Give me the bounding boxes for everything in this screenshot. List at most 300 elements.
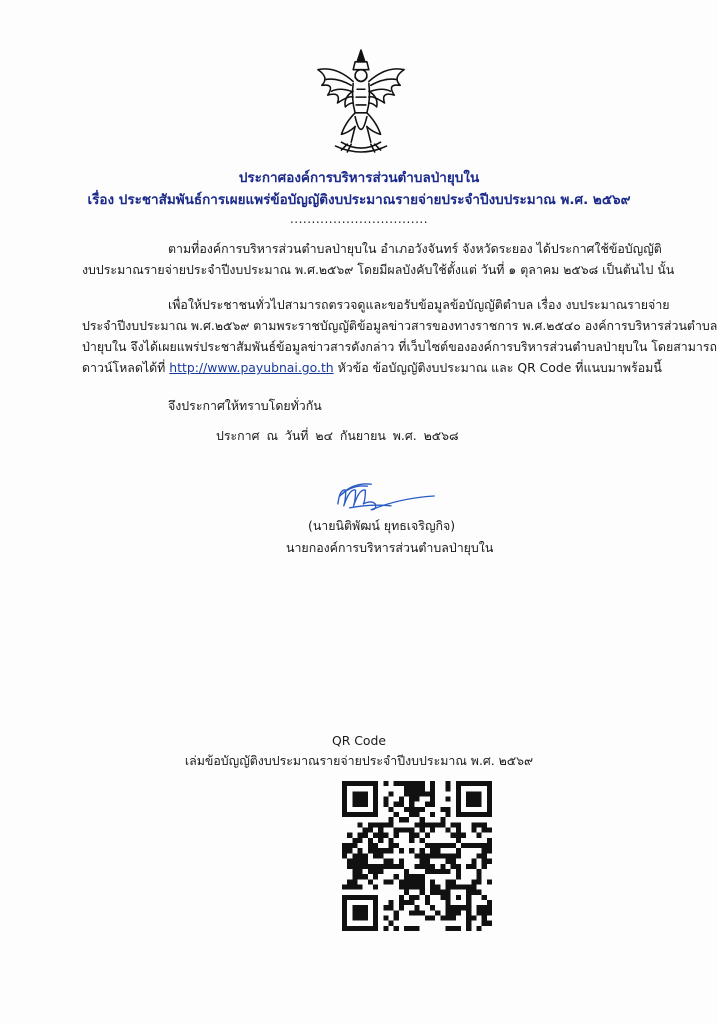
qr-module — [373, 884, 378, 889]
qr-module — [414, 879, 419, 884]
qr-module — [358, 853, 363, 858]
qr-module — [368, 879, 373, 884]
qr-module — [435, 890, 440, 895]
qr-module — [404, 786, 409, 791]
qr-module — [352, 802, 357, 807]
qr-module — [430, 884, 435, 889]
qr-module — [383, 848, 388, 853]
qr-module — [352, 781, 357, 786]
qr-module — [420, 786, 425, 791]
qr-module — [389, 900, 394, 905]
qr-module — [445, 879, 450, 884]
qr-module — [487, 786, 492, 791]
qr-module — [358, 926, 363, 931]
qr-module — [440, 853, 445, 858]
qr-module — [456, 884, 461, 889]
qr-module — [373, 812, 378, 817]
qr-module — [451, 910, 456, 915]
qr-module — [420, 817, 425, 822]
qr-module — [430, 853, 435, 858]
qr-module — [440, 822, 445, 827]
qr-module — [409, 884, 414, 889]
qr-module — [435, 910, 440, 915]
qr-module — [409, 802, 414, 807]
qr-module — [414, 895, 419, 900]
qr-module — [404, 869, 409, 874]
qr-module — [476, 833, 481, 838]
qr-module — [342, 843, 347, 848]
qr-module — [482, 910, 487, 915]
qr-module — [394, 910, 399, 915]
qr-module — [430, 848, 435, 853]
qr-module — [389, 822, 394, 827]
qr-module — [363, 828, 368, 833]
qr-module — [430, 781, 435, 786]
qr-module — [435, 853, 440, 858]
qr-module — [394, 926, 399, 931]
qr-module — [352, 812, 357, 817]
qr-module — [352, 843, 357, 848]
qr-module — [368, 838, 373, 843]
qr-module — [487, 843, 492, 848]
qr-module — [373, 864, 378, 869]
qr-module — [456, 895, 461, 900]
qr-module — [363, 791, 368, 796]
qr-module — [358, 781, 363, 786]
qr-module — [476, 890, 481, 895]
qr-module — [414, 797, 419, 802]
qr-module — [420, 848, 425, 853]
qr-module — [394, 915, 399, 920]
qr-module — [363, 874, 368, 879]
qr-module — [383, 822, 388, 827]
qr-module — [420, 838, 425, 843]
qr-module — [378, 869, 383, 874]
qr-module — [414, 786, 419, 791]
qr-module — [482, 822, 487, 827]
qr-module — [414, 905, 419, 910]
qr-module — [435, 848, 440, 853]
qr-module — [368, 781, 373, 786]
qr-module — [373, 910, 378, 915]
qr-module — [456, 802, 461, 807]
qr-module — [420, 822, 425, 827]
qr-module — [445, 926, 450, 931]
qr-module — [373, 781, 378, 786]
qr-module — [404, 879, 409, 884]
qr-module — [399, 884, 404, 889]
qr-module — [456, 807, 461, 812]
qr-module — [471, 797, 476, 802]
qr-module — [456, 828, 461, 833]
qr-module — [487, 879, 492, 884]
qr-module — [394, 802, 399, 807]
qr-module — [404, 828, 409, 833]
signature-icon — [332, 474, 440, 518]
qr-module — [487, 921, 492, 926]
qr-module — [368, 822, 373, 827]
qr-module — [363, 812, 368, 817]
qr-module — [378, 833, 383, 838]
download-prefix: ดาวน์โหลดได้ที่ — [82, 360, 170, 375]
qr-module — [430, 864, 435, 869]
qr-module — [430, 869, 435, 874]
signer-name: (นายนิติพัฒน์ ยุทธเจริญกิจ) — [308, 518, 456, 533]
qr-module — [420, 807, 425, 812]
qr-module — [409, 895, 414, 900]
qr-module — [342, 797, 347, 802]
qr-module — [404, 890, 409, 895]
qr-module — [430, 890, 435, 895]
qr-module — [352, 797, 357, 802]
qr-module — [394, 828, 399, 833]
qr-module — [389, 807, 394, 812]
qr-module — [445, 859, 450, 864]
qr-module — [466, 926, 471, 931]
qr-module — [471, 828, 476, 833]
qr-module — [358, 864, 363, 869]
qr-module — [466, 890, 471, 895]
qr-module — [466, 910, 471, 915]
qr-module — [352, 895, 357, 900]
qr-module — [389, 864, 394, 869]
qr-module — [466, 895, 471, 900]
qr-module — [456, 869, 461, 874]
qr-module — [358, 915, 363, 920]
qr-module — [435, 843, 440, 848]
qr-module — [466, 781, 471, 786]
qr-module — [399, 900, 404, 905]
qr-module — [487, 828, 492, 833]
qr-module — [347, 781, 352, 786]
qr-module — [363, 895, 368, 900]
qr-module — [440, 843, 445, 848]
qr-module — [352, 910, 357, 915]
qr-module — [445, 812, 450, 817]
qr-module — [476, 781, 481, 786]
website-link[interactable]: http://www.payubnai.go.th — [169, 360, 334, 375]
qr-module — [440, 895, 445, 900]
qr-code-icon[interactable] — [340, 781, 494, 931]
qr-module — [399, 864, 404, 869]
qr-module — [466, 791, 471, 796]
qr-module — [471, 791, 476, 796]
qr-module — [430, 797, 435, 802]
qr-module — [373, 848, 378, 853]
qr-module — [476, 791, 481, 796]
qr-module — [378, 838, 383, 843]
qr-module — [342, 910, 347, 915]
qr-module — [471, 859, 476, 864]
qr-module — [466, 921, 471, 926]
qr-module — [342, 802, 347, 807]
qr-module — [368, 848, 373, 853]
qr-module — [476, 853, 481, 858]
qr-module — [466, 812, 471, 817]
qr-module — [394, 812, 399, 817]
qr-module — [456, 833, 461, 838]
qr-module — [445, 905, 450, 910]
qr-module — [482, 895, 487, 900]
qr-module — [347, 926, 352, 931]
qr-module — [482, 859, 487, 864]
qr-module — [451, 864, 456, 869]
qr-module — [466, 864, 471, 869]
paragraph-2-line-2: ประจำปีงบประมาณ พ.ศ.๒๕๖๙ ตามพระราชบัญญัติข้อมูลข่าวสารของทางราชการ พ.ศ.๒๕๔๐ องค์การบริหารส่วนตำบล — [82, 318, 718, 333]
qr-module — [471, 802, 476, 807]
qr-label: QR Code — [331, 733, 387, 748]
qr-module — [378, 828, 383, 833]
qr-module — [466, 797, 471, 802]
qr-module — [342, 853, 347, 858]
qr-module — [389, 921, 394, 926]
qr-module — [414, 864, 419, 869]
qr-module — [347, 833, 352, 838]
qr-module — [430, 843, 435, 848]
paragraph-2-line-4 — [82, 357, 662, 378]
qr-module — [358, 874, 363, 879]
qr-module — [425, 859, 430, 864]
qr-module — [352, 859, 357, 864]
qr-module — [487, 900, 492, 905]
qr-module — [425, 843, 430, 848]
qr-module — [347, 843, 352, 848]
qr-module — [358, 797, 363, 802]
qr-module — [373, 853, 378, 858]
qr-module — [476, 879, 481, 884]
qr-module — [383, 859, 388, 864]
qr-module — [373, 802, 378, 807]
qr-module — [404, 926, 409, 931]
qr-module — [342, 884, 347, 889]
qr-module — [373, 874, 378, 879]
qr-module — [430, 802, 435, 807]
qr-module — [342, 900, 347, 905]
qr-module — [352, 864, 357, 869]
qr-module — [425, 864, 430, 869]
qr-module — [399, 817, 404, 822]
qr-module — [373, 905, 378, 910]
qr-module — [466, 900, 471, 905]
qr-module — [368, 869, 373, 874]
qr-module — [425, 833, 430, 838]
qr-module — [399, 802, 404, 807]
qr-module — [347, 859, 352, 864]
qr-module — [425, 869, 430, 874]
qr-module — [430, 905, 435, 910]
qr-module — [389, 838, 394, 843]
qr-module — [420, 864, 425, 869]
qr-module — [389, 879, 394, 884]
qr-module — [487, 791, 492, 796]
qr-module — [368, 828, 373, 833]
qr-module — [378, 853, 383, 858]
qr-module — [352, 853, 357, 858]
qr-module — [342, 807, 347, 812]
qr-module — [389, 848, 394, 853]
qr-module — [440, 864, 445, 869]
qr-module — [461, 812, 466, 817]
qr-module — [456, 781, 461, 786]
qr-module — [363, 910, 368, 915]
qr-module — [456, 791, 461, 796]
qr-module — [440, 915, 445, 920]
qr-module — [420, 859, 425, 864]
qr-module — [451, 822, 456, 827]
qr-module — [482, 853, 487, 858]
qr-module — [471, 781, 476, 786]
qr-module — [471, 915, 476, 920]
qr-module — [420, 874, 425, 879]
qr-module — [358, 910, 363, 915]
qr-module — [383, 802, 388, 807]
qr-module — [482, 905, 487, 910]
qr-module — [399, 859, 404, 864]
qr-module — [445, 807, 450, 812]
qr-module — [342, 895, 347, 900]
qr-module — [373, 791, 378, 796]
qr-module — [445, 869, 450, 874]
qr-module — [409, 797, 414, 802]
qr-module — [404, 807, 409, 812]
qr-module — [476, 812, 481, 817]
qr-module — [466, 843, 471, 848]
qr-module — [476, 874, 481, 879]
qr-module — [358, 905, 363, 910]
qr-module — [352, 869, 357, 874]
qr-module — [482, 848, 487, 853]
qr-module — [363, 802, 368, 807]
qr-module — [487, 797, 492, 802]
qr-module — [389, 817, 394, 822]
qr-module — [461, 781, 466, 786]
qr-module — [430, 879, 435, 884]
qr-module — [487, 905, 492, 910]
announcement-title — [0, 168, 718, 226]
qr-caption: เล่มข้อบัญญัติงบประมาณรายจ่ายประจำปีงบประมาณ พ.ศ. ๒๕๖๙ — [184, 753, 534, 768]
qr-module — [342, 812, 347, 817]
qr-module — [399, 781, 404, 786]
qr-module — [451, 859, 456, 864]
qr-module — [476, 822, 481, 827]
qr-module — [451, 833, 456, 838]
qr-module — [352, 884, 357, 889]
paragraph-1 — [82, 238, 675, 280]
qr-module — [389, 843, 394, 848]
qr-module — [352, 879, 357, 884]
qr-module — [482, 843, 487, 848]
qr-module — [399, 828, 404, 833]
qr-module — [482, 915, 487, 920]
qr-module — [358, 884, 363, 889]
qr-module — [409, 786, 414, 791]
qr-module — [414, 884, 419, 889]
qr-module — [425, 915, 430, 920]
qr-module — [456, 797, 461, 802]
qr-module — [342, 786, 347, 791]
qr-module — [389, 859, 394, 864]
qr-module — [373, 921, 378, 926]
qr-module — [358, 833, 363, 838]
qr-module — [487, 781, 492, 786]
qr-module — [445, 781, 450, 786]
paragraph-2-line-1: เพื่อให้ประชาชนทั่วไปสามารถตรวจดูและขอรับข้อมูลข้อบัญญัติตำบล เรื่อง งบประมาณรายจ่าย — [168, 297, 670, 312]
qr-module — [430, 786, 435, 791]
qr-module — [445, 884, 450, 889]
qr-module — [482, 921, 487, 926]
qr-module — [445, 853, 450, 858]
qr-module — [358, 848, 363, 853]
qr-module — [461, 884, 466, 889]
qr-module — [456, 786, 461, 791]
qr-module — [409, 926, 414, 931]
qr-module — [476, 926, 481, 931]
qr-module — [342, 781, 347, 786]
qr-module — [420, 890, 425, 895]
qr-module — [373, 915, 378, 920]
qr-module — [471, 884, 476, 889]
qr-module — [358, 895, 363, 900]
qr-module — [487, 910, 492, 915]
qr-module — [456, 864, 461, 869]
qr-module — [487, 802, 492, 807]
qr-module — [451, 926, 456, 931]
qr-module — [404, 900, 409, 905]
qr-module — [456, 910, 461, 915]
qr-module — [373, 807, 378, 812]
qr-module — [425, 895, 430, 900]
qr-module — [414, 791, 419, 796]
qr-module — [409, 781, 414, 786]
qr-module — [476, 869, 481, 874]
qr-module — [461, 905, 466, 910]
qr-module — [342, 905, 347, 910]
qr-module — [383, 905, 388, 910]
qr-module — [425, 822, 430, 827]
qr-module — [476, 905, 481, 910]
qr-module — [373, 786, 378, 791]
qr-module — [425, 853, 430, 858]
qr-module — [466, 915, 471, 920]
qr-module — [414, 833, 419, 838]
qr-module — [404, 884, 409, 889]
qr-module — [420, 828, 425, 833]
qr-module — [440, 817, 445, 822]
qr-module — [363, 926, 368, 931]
qr-module — [347, 884, 352, 889]
paragraph-2-line-3: ป่ายุบใน จึงได้เผยแพร่ประชาสัมพันธ์ข้อมูลข่าวสารดังกล่าว ที่เว็บไซต์ขององค์การบริหารส่วนตำบลป่ายุบใน โดยสามารถ — [82, 339, 718, 354]
closing-statement: จึงประกาศให้ทราบโดยทั่วกัน — [168, 398, 322, 413]
qr-module — [383, 781, 388, 786]
qr-module — [378, 848, 383, 853]
qr-module — [445, 910, 450, 915]
qr-module — [451, 843, 456, 848]
qr-module — [394, 833, 399, 838]
qr-module — [347, 895, 352, 900]
qr-module — [456, 848, 461, 853]
qr-module — [487, 807, 492, 812]
qr-module — [342, 848, 347, 853]
qr-module — [414, 926, 419, 931]
qr-module — [414, 812, 419, 817]
qr-module — [373, 895, 378, 900]
qr-module — [368, 864, 373, 869]
qr-module — [456, 838, 461, 843]
qr-module — [358, 838, 363, 843]
qr-module — [487, 812, 492, 817]
qr-module — [414, 874, 419, 879]
qr-module — [445, 797, 450, 802]
